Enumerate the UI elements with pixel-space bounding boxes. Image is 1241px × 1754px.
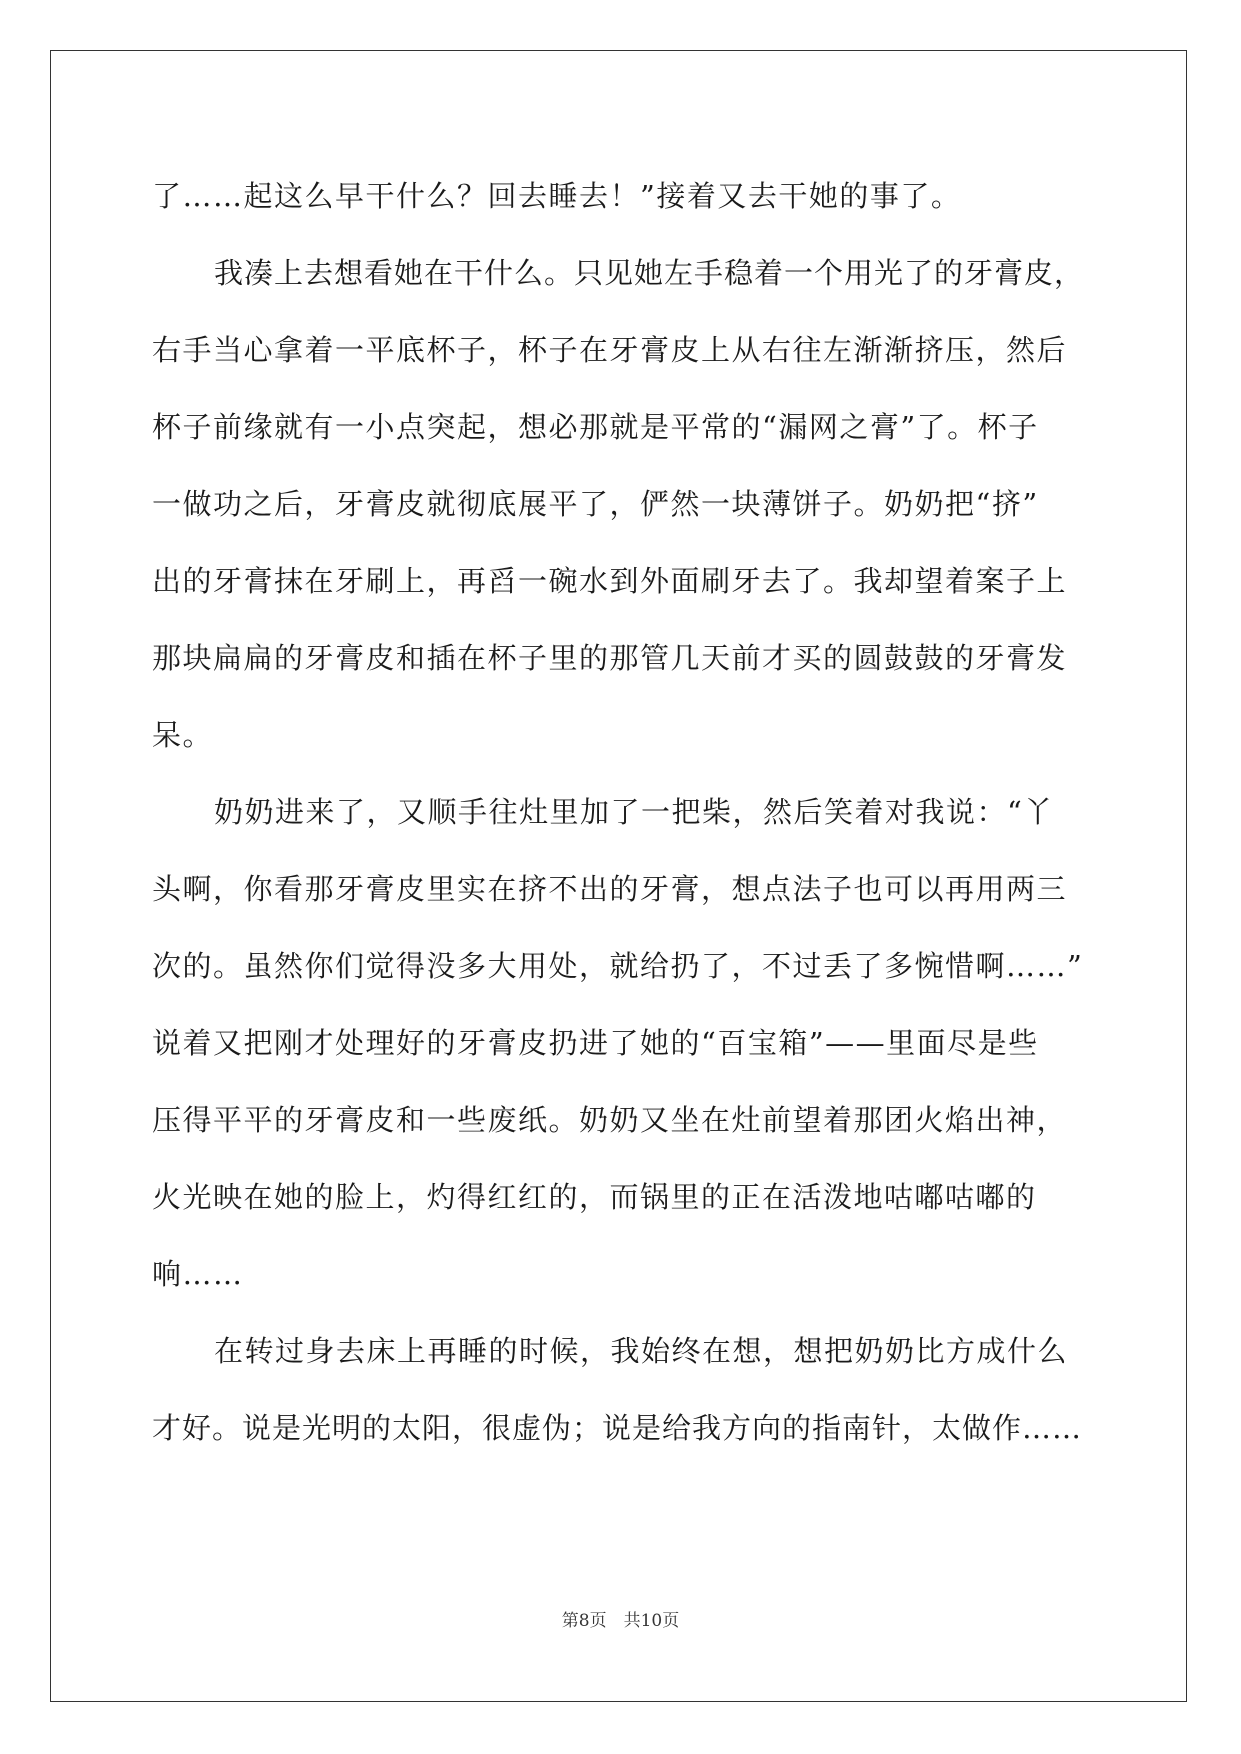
text-line: 杯子前缘就有一小点突起，想必那就是平常的“漏网之膏”了。杯子 (152, 410, 1039, 444)
text-line: 才好。说是光明的太阳，很虚伪；说是给我方向的指南针，太做作…… (152, 1411, 1083, 1445)
text-line: 那块扁扁的牙膏皮和插在杯子里的那管几天前才买的圆鼓鼓的牙膏发 (152, 641, 1068, 675)
text-line: 次的。虽然你们觉得没多大用处，就给扔了，不过丢了多惋惜啊……” (152, 949, 1084, 983)
page-number-footer: 第8页 共10页 (561, 1611, 680, 1631)
text-line: 出的牙膏抹在牙刷上，再舀一碗水到外面刷牙去了。我却望着案子上 (152, 564, 1068, 598)
text-line: 呆。 (152, 718, 214, 752)
text-line: 奶奶进来了，又顺手往灶里加了一把柴，然后笑着对我说：“丫 (214, 795, 1054, 829)
text-line: 了……起这么早干什么？回去睡去！”接着又去干她的事了。 (152, 179, 962, 213)
text-line: 我凑上去想看她在干什么。只见她左手稳着一个用光了的牙膏皮， (214, 256, 1085, 290)
text-line: 火光映在她的脸上，灼得红红的，而锅里的正在活泼地咕嘟咕嘟的 (152, 1180, 1037, 1214)
text-line: 压得平平的牙膏皮和一些废纸。奶奶又坐在灶前望着那团火焰出神， (152, 1103, 1068, 1137)
text-line: 说着又把刚才处理好的牙膏皮扔进了她的“百宝箱”——里面尽是些 (152, 1026, 1039, 1060)
text-line: 一做功之后，牙膏皮就彻底展平了，俨然一块薄饼子。奶奶把“挤” (152, 487, 1039, 521)
text-line: 头啊，你看那牙膏皮里实在挤不出的牙膏，想点法子也可以再用两三 (152, 872, 1068, 906)
document-body (152, 158, 1092, 1467)
text-line: 右手当心拿着一平底杯子，杯子在牙膏皮上从右往左渐渐挤压，然后 (152, 333, 1068, 367)
text-line: 在转过身去床上再睡的时候，我始终在想，想把奶奶比方成什么 (214, 1334, 1069, 1368)
text-line: 响…… (152, 1257, 244, 1291)
